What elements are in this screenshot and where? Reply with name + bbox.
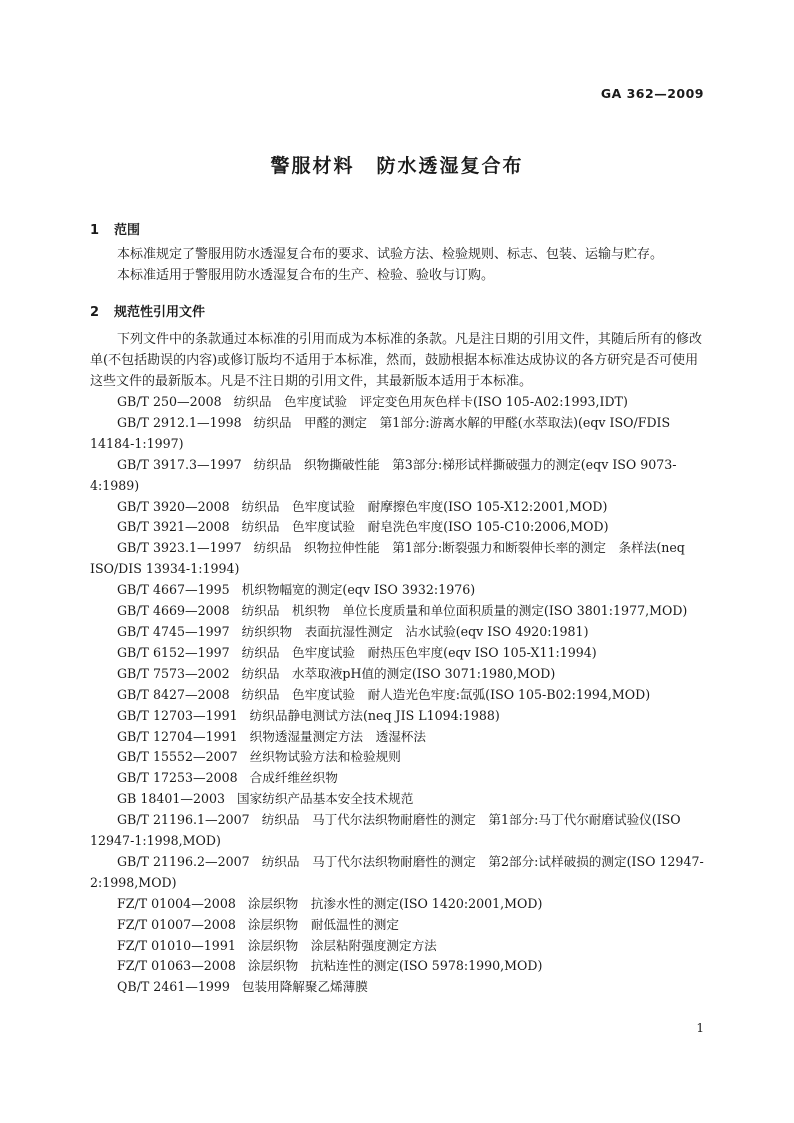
section-title: 范围 [114, 223, 141, 238]
paragraph-text: 下列文件中的条款通过本标准的引用而成为本标准的条款。凡是注日期的引用文件，其随后所有的修改单(不包括勘误的内容)或修订版均不适用于本标准，然而，鼓励根据本标准达成协议的各方研究是否可使用这些文件的最新版本。凡是不注日期的引用文件，其最新版本适用于本标准。 [90, 332, 703, 389]
reference-item [90, 915, 705, 936]
reference-title: 纺织品静电测试方法(neq JIS L1094:1988) [249, 707, 500, 723]
reference-title: 纺织品 织物拉伸性能 第1部分:断裂强力和断裂伸长率的测定 条样法(neq ISO/DIS 13934-1:1994) [90, 540, 685, 577]
reference-title: 合成纤维丝织物 [249, 770, 338, 786]
reference-code: GB/T 4745—1997 [117, 623, 230, 639]
reference-item [90, 977, 705, 998]
reference-item [90, 747, 705, 768]
section-heading-scope [90, 219, 140, 238]
reference-code: GB/T 21196.2—2007 [117, 853, 250, 869]
reference-code: GB/T 4667—1995 [117, 582, 230, 598]
scope-paragraph-2 [90, 266, 705, 287]
reference-code: GB/T 17253—2008 [117, 770, 238, 786]
reference-item [90, 455, 705, 497]
reference-item [90, 936, 705, 957]
reference-title: 纺织品 马丁代尔法织物耐磨性的测定 第2部分:试样破损的测定(ISO 12947-2:1998,MOD) [90, 853, 704, 890]
reference-code: GB/T 3920—2008 [117, 498, 230, 514]
reference-item [90, 517, 705, 538]
reference-item [90, 497, 705, 518]
reference-item [90, 727, 705, 748]
reference-item [90, 622, 705, 643]
reference-title: 纺织品 织物撕破性能 第3部分:梯形试样撕破强力的测定(eqv ISO 9073-4:1989) [90, 456, 677, 493]
reference-title: 涂层织物 耐低温性的测定 [247, 916, 399, 932]
paragraph-text: 本标准规定了警服用防水透湿复合布的要求、试验方法、检验规则、标志、包装、运输与贮存。 [117, 247, 664, 262]
reference-title: 纺织品 色牢度试验 耐热压色牢度(eqv ISO 105-X11:1994) [241, 644, 597, 660]
title-part-1: 警服材料 [270, 155, 355, 177]
reference-code: GB/T 7573—2002 [117, 665, 230, 681]
reference-title: 织物透湿量测定方法 透湿杯法 [249, 728, 426, 744]
reference-item [90, 601, 705, 622]
paragraph-text: 本标准适用于警服用防水透湿复合布的生产、检验、验收与订购。 [117, 268, 495, 283]
reference-code: GB/T 2912.1—1998 [117, 414, 242, 430]
reference-title: 机织物幅宽的测定(eqv ISO 3932:1976) [241, 582, 476, 598]
reference-code: GB/T 4669—2008 [117, 603, 230, 619]
reference-title: 纺织品 色牢度试验 耐摩擦色牢度(ISO 105-X12:2001,MOD) [241, 498, 608, 514]
reference-code: GB/T 8427—2008 [117, 686, 230, 702]
reference-title: 纺织品 机织物 单位长度质量和单位面积质量的测定(ISO 3801:1977,MOD) [241, 603, 688, 619]
reference-title: 涂层织物 抗粘连性的测定(ISO 5978:1990,MOD) [247, 958, 543, 974]
reference-title: 纺织品 色牢度试验 评定变色用灰色样卡(ISO 105-A02:1993,IDT) [233, 394, 628, 409]
reference-code: FZ/T 01004—2008 [117, 895, 236, 911]
reference-title: 国家纺织产品基本安全技术规范 [237, 791, 414, 807]
reference-code: GB/T 3923.1—1997 [117, 540, 242, 556]
reference-item [90, 706, 705, 727]
section-title: 规范性引用文件 [114, 305, 206, 320]
scope-paragraph-1 [90, 245, 705, 266]
reference-code: FZ/T 01007—2008 [117, 916, 236, 932]
reference-code: GB/T 21196.1—2007 [117, 812, 250, 828]
reference-code: GB/T 3921—2008 [117, 519, 230, 535]
reference-title: 涂层织物 涂层粘附强度测定方法 [247, 937, 437, 953]
section-number: 2 [90, 305, 100, 320]
reference-code: GB/T 6152—1997 [117, 644, 230, 660]
reference-item [90, 643, 705, 664]
references-intro-paragraph [90, 330, 705, 393]
reference-title: 纺织织物 表面抗湿性测定 沾水试验(eqv ISO 4920:1981) [241, 623, 589, 639]
reference-item [90, 413, 705, 455]
reference-item [90, 685, 705, 706]
section-number: 1 [90, 223, 100, 238]
reference-item [90, 852, 705, 894]
reference-title: 纺织品 色牢度试验 耐人造光色牢度:氙弧(ISO 105-B02:1994,MOD) [241, 686, 651, 702]
reference-title: 涂层织物 抗渗水性的测定(ISO 1420:2001,MOD) [247, 895, 543, 911]
reference-code: GB/T 250—2008 [117, 394, 222, 409]
reference-code: FZ/T 01010—1991 [117, 937, 236, 953]
reference-item [90, 768, 705, 789]
reference-title: 包装用降解聚乙烯薄膜 [241, 979, 368, 995]
reference-item [90, 894, 705, 915]
standard-number: GA 362—2009 [600, 86, 704, 101]
reference-title: 纺织品 甲醛的测定 第1部分:游离水解的甲醛(水萃取法)(eqv ISO/FDIS 14184-1:1997) [90, 414, 671, 451]
reference-item [90, 580, 705, 601]
title-part-2: 防水透湿复合布 [376, 155, 524, 177]
reference-code: GB 18401—2003 [117, 791, 226, 807]
reference-item [90, 664, 705, 685]
reference-title: 丝织物试验方法和检验规则 [249, 749, 401, 765]
document-title [0, 151, 794, 178]
page-number: 1 [696, 1021, 704, 1035]
reference-list [90, 392, 705, 998]
reference-item [90, 538, 705, 580]
reference-title: 纺织品 马丁代尔法织物耐磨性的测定 第1部分:马丁代尔耐磨试验仪(ISO 12947-1:1998,MOD) [90, 812, 681, 849]
reference-code: GB/T 12704—1991 [117, 728, 238, 744]
reference-item [90, 810, 705, 852]
reference-code: GB/T 12703—1991 [117, 707, 238, 723]
reference-title: 纺织品 色牢度试验 耐皂洗色牢度(ISO 105-C10:2006,MOD) [241, 519, 609, 535]
reference-item [90, 956, 705, 977]
section-heading-normative-references [90, 301, 205, 320]
reference-item [90, 392, 705, 413]
reference-code: GB/T 15552—2007 [117, 749, 238, 765]
reference-item [90, 789, 705, 810]
reference-code: QB/T 2461—1999 [117, 979, 230, 995]
reference-code: FZ/T 01063—2008 [117, 958, 236, 974]
reference-code: GB/T 3917.3—1997 [117, 456, 242, 472]
reference-title: 纺织品 水萃取液pH值的测定(ISO 3071:1980,MOD) [241, 665, 556, 681]
